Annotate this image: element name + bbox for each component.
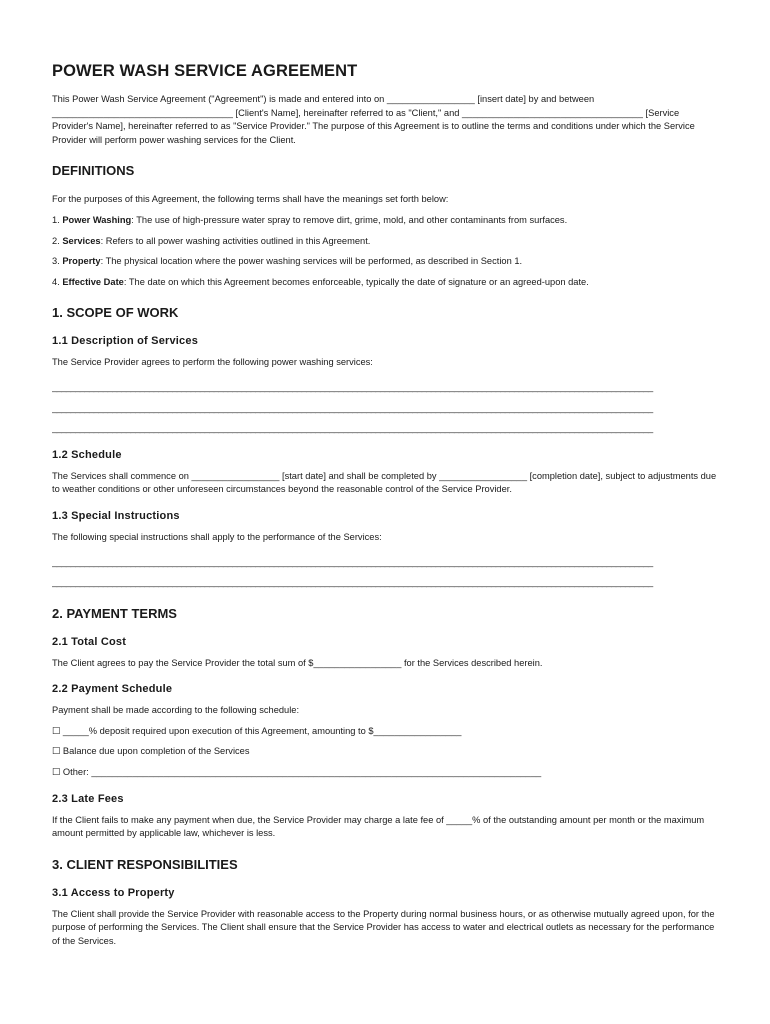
late-fees-text: If the Client fails to make any payment when due, the Service Provider may charge a late fee of _____% of the outstanding amount per month or the maximum amount permitted by applicable law, whichever is less. bbox=[52, 814, 705, 839]
client-responsibilities-heading: 3. CLIENT RESPONSIBILITIES bbox=[52, 856, 238, 872]
definitions-heading: DEFINITIONS bbox=[52, 163, 135, 179]
scope-heading: 1. SCOPE OF WORK bbox=[52, 305, 179, 321]
definitions-lead: For the purposes of this Agreement, the following terms shall have the meanings set forth below: bbox=[52, 194, 449, 205]
schedule-text: The Services shall commence on _________________ [start date] and shall be completed by _________________ [completion date], subject to adjustments due to weather conditions or other unforeseen circumstances beyond the reasonable control of the Service Provider. bbox=[52, 470, 717, 495]
access-text: The Client shall provide the Service Provider with reasonable access to the Property during normal business hours, or as otherwise mutually agreed upon, for the purpose of performing the Services. The Client shall ensure that the Service Provider has access to water and electrical outlets as necessary for the performance of the Services. bbox=[52, 908, 715, 947]
access-heading: 3.1 Access to Property bbox=[52, 886, 175, 899]
special-blank-line[interactable]: __________________________________________________________________________________________________________________________________ bbox=[52, 556, 653, 567]
special-instructions-text: The following special instructions shall apply to the performance of the Services: bbox=[52, 531, 382, 542]
description-blank-line[interactable]: __________________________________________________________________________________________________________________________________ bbox=[52, 402, 653, 413]
special-blank-line[interactable]: __________________________________________________________________________________________________________________________________ bbox=[52, 577, 653, 588]
definition-term: Services bbox=[62, 235, 101, 246]
document-page bbox=[52, 62, 720, 956]
intro-paragraph: This Power Wash Service Agreement ("Agreement") is made and entered into on _________________ [insert date] by and between ___________________________________ [Client's Name], hereinafter referred to as "Client," and ___________________________________ [Service Provider's Name], hereinafter referred to as "Service Provider." The purpose of this Agreement is to outline the terms and conditions under which the Service Provider will perform power washing services for the Client. bbox=[52, 94, 695, 145]
description-heading: 1.1 Description of Services bbox=[52, 335, 199, 348]
payment-option-checkbox[interactable]: ☐ Other: _______________________________________________________________________________________ bbox=[52, 767, 542, 778]
payment-schedule-heading: 2.2 Payment Schedule bbox=[52, 683, 173, 696]
definition-item: 4. Effective Date: The date on which this Agreement becomes enforceable, typically the date of signature or an agreed-upon date. bbox=[52, 276, 589, 287]
definition-term: Power Washing bbox=[62, 214, 132, 225]
description-text: The Service Provider agrees to perform the following power washing services: bbox=[52, 357, 373, 368]
definition-term: Effective Date bbox=[62, 276, 124, 287]
total-cost-heading: 2.1 Total Cost bbox=[52, 635, 127, 648]
total-cost-text: The Client agrees to pay the Service Provider the total sum of $_________________ for the Services described herein. bbox=[52, 657, 543, 668]
document-title: POWER WASH SERVICE AGREEMENT bbox=[52, 62, 358, 80]
payment-heading: 2. PAYMENT TERMS bbox=[52, 605, 177, 621]
definition-term: Property bbox=[62, 256, 101, 267]
schedule-heading: 1.2 Schedule bbox=[52, 448, 122, 461]
definition-item: 2. Services: Refers to all power washing activities outlined in this Agreement. bbox=[52, 235, 371, 246]
payment-option-checkbox[interactable]: ☐ Balance due upon completion of the Services bbox=[52, 746, 250, 757]
definition-item: 3. Property: The physical location where the power washing services will be performed, as described in Section 1. bbox=[52, 256, 523, 267]
payment-schedule-text: Payment shall be made according to the following schedule: bbox=[52, 705, 300, 716]
definition-item: 1. Power Washing: The use of high-pressure water spray to remove dirt, grime, mold, and other contaminants from surfaces. bbox=[52, 214, 568, 225]
late-fees-heading: 2.3 Late Fees bbox=[52, 792, 124, 805]
special-instructions-heading: 1.3 Special Instructions bbox=[52, 509, 180, 522]
payment-option-checkbox[interactable]: ☐ _____% deposit required upon execution of this Agreement, amounting to $_________________ bbox=[52, 725, 462, 736]
description-blank-line[interactable]: __________________________________________________________________________________________________________________________________ bbox=[52, 423, 653, 434]
description-blank-line[interactable]: __________________________________________________________________________________________________________________________________ bbox=[52, 381, 653, 392]
